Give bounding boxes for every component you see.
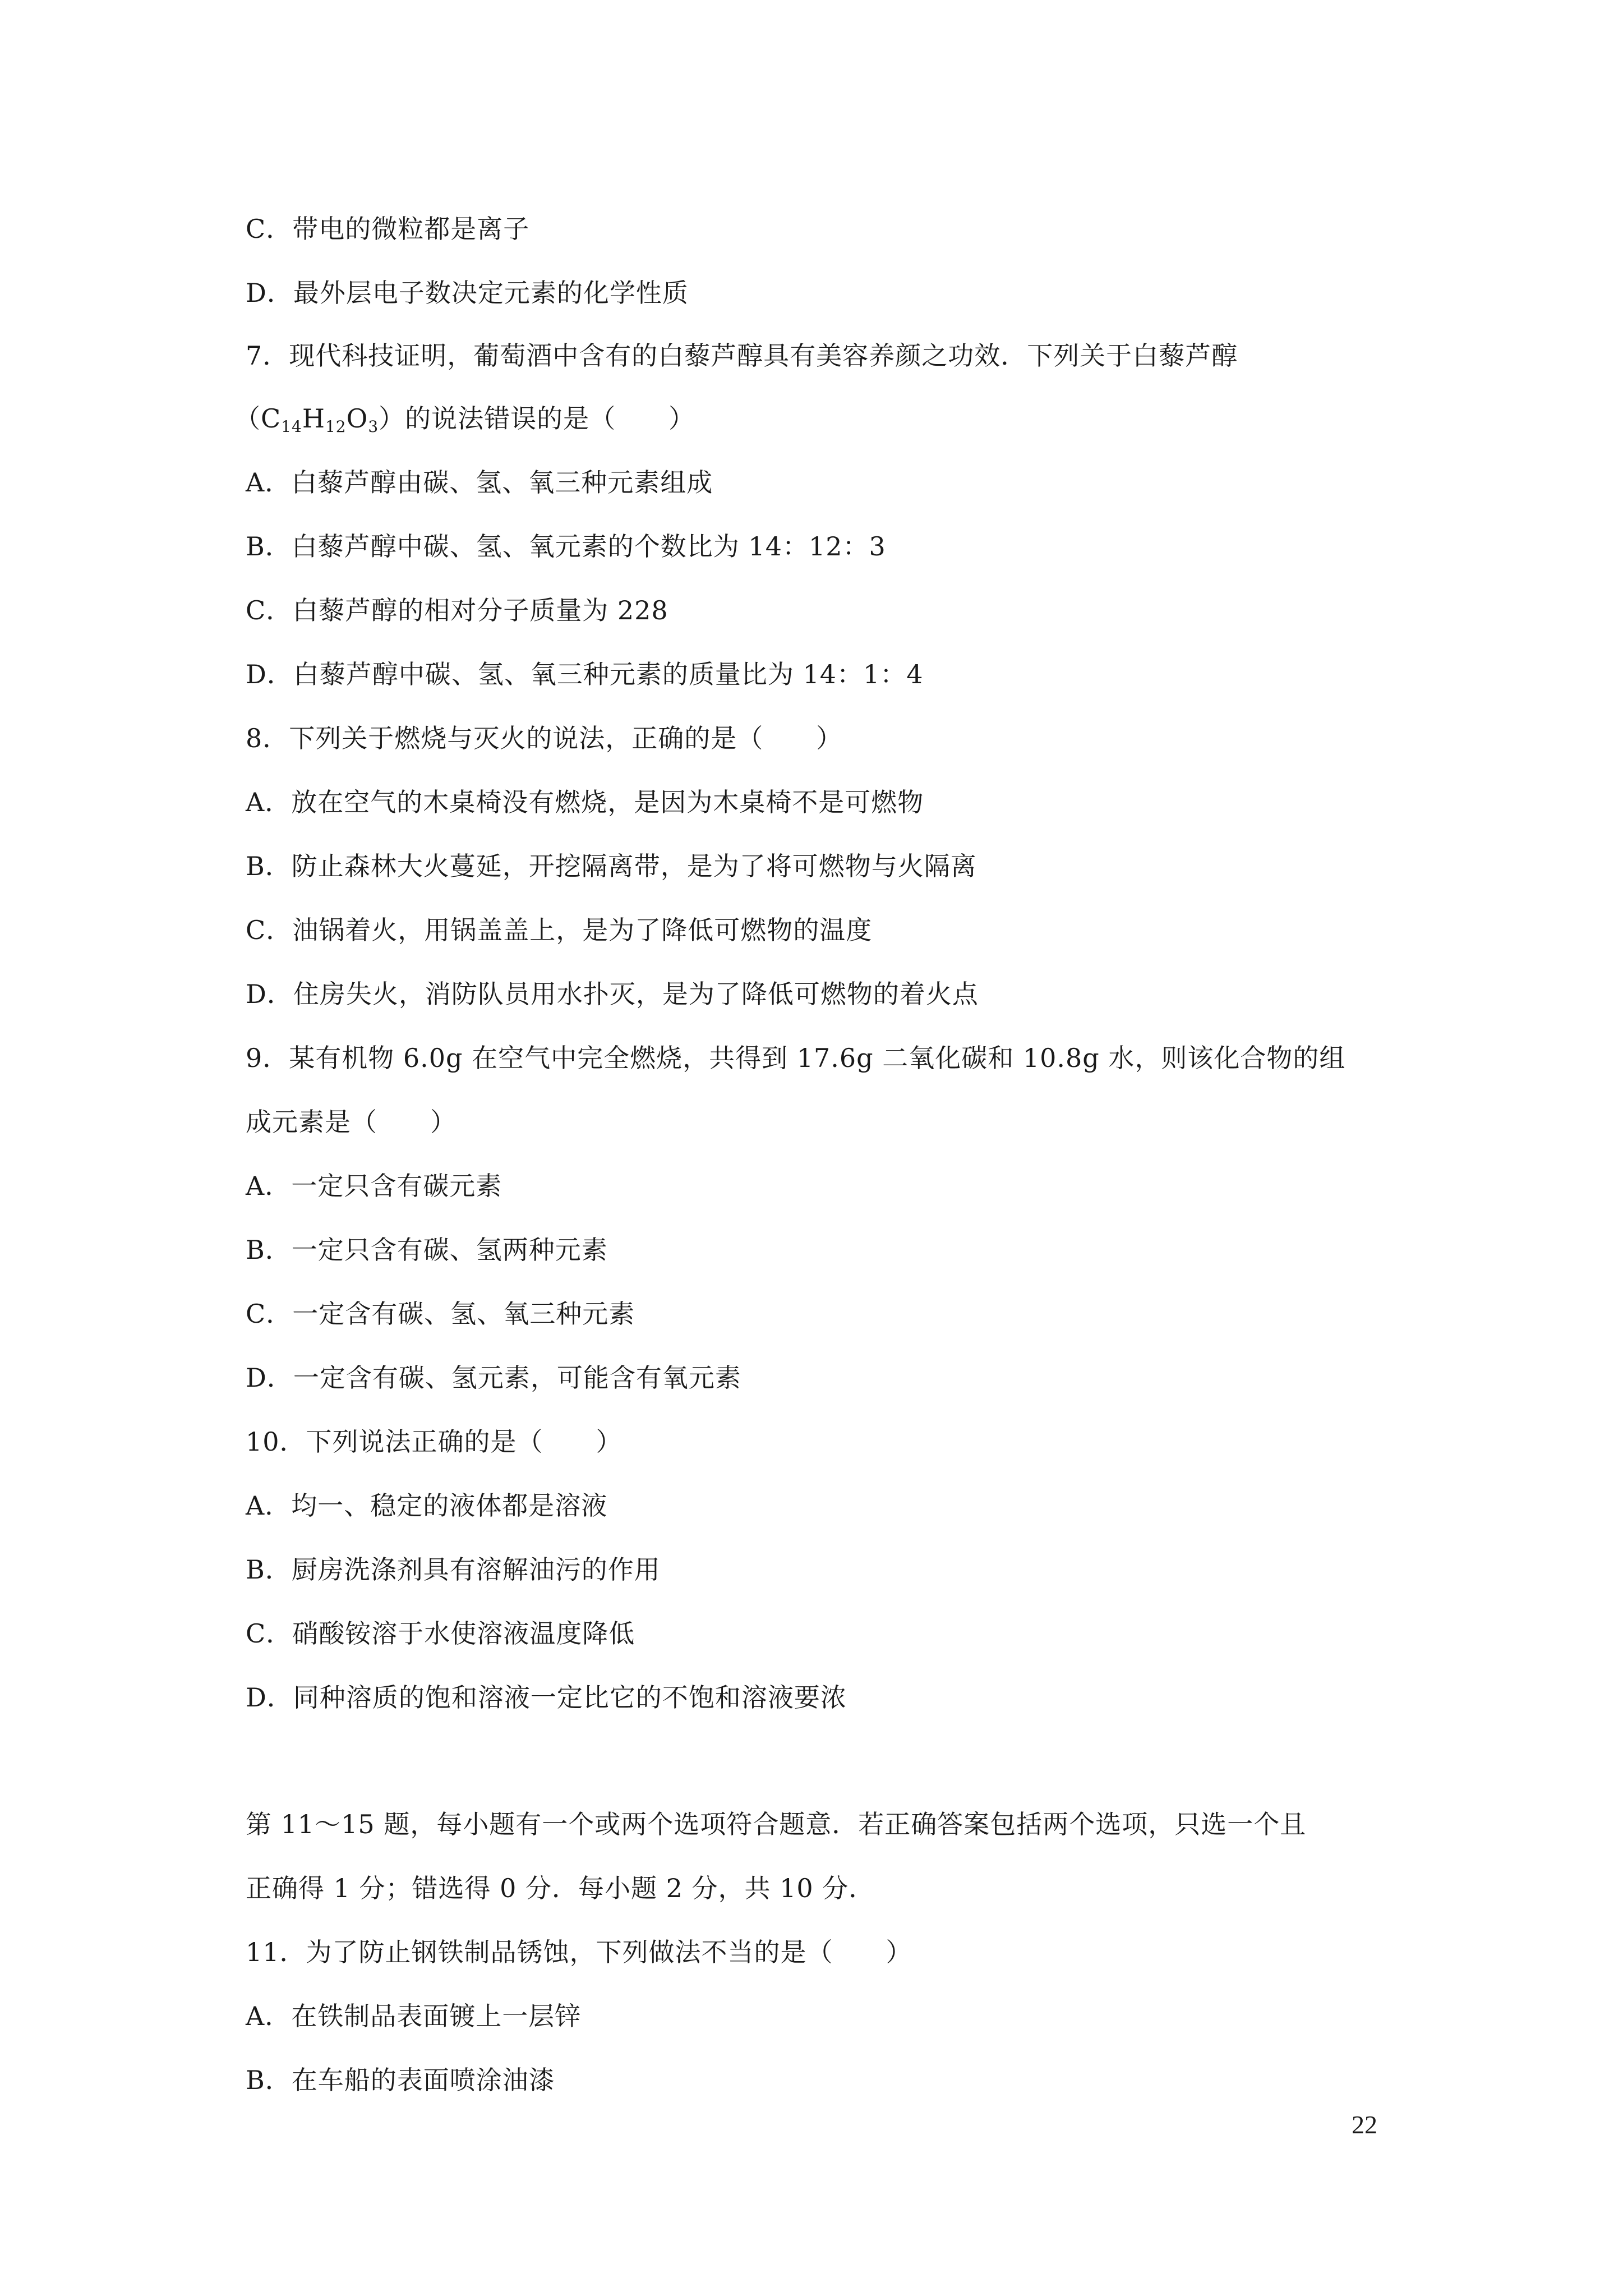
option-6d: D．最外层电子数决定元素的化学性质 bbox=[246, 278, 689, 308]
section-instructions-cont: 正确得 1 分；错选得 0 分．每小题 2 分，共 10 分． bbox=[246, 1873, 875, 1903]
option-11a: A．在铁制品表面镀上一层锌 bbox=[246, 2001, 582, 2031]
question-11-stem: 11．为了防止钢铁制品锈蚀，下列做法不当的是（ ） bbox=[246, 1937, 912, 1967]
option-9b: B．一定只含有碳、氢两种元素 bbox=[246, 1235, 608, 1265]
option-7d: D．白藜芦醇中碳、氢、氧三种元素的质量比为 14：1：4 bbox=[246, 659, 924, 689]
option-9a: A．一定只含有碳元素 bbox=[246, 1171, 502, 1201]
option-10a: A．均一、稳定的液体都是溶液 bbox=[246, 1490, 608, 1521]
option-6c: C．带电的微粒都是离子 bbox=[246, 214, 530, 244]
option-9c: C．一定含有碳、氢、氧三种元素 bbox=[246, 1299, 635, 1329]
option-8d: D．住房失火，消防队员用水扑灭，是为了降低可燃物的着火点 bbox=[246, 979, 979, 1009]
question-8-stem: 8．下列关于燃烧与灭火的说法，正确的是（ ） bbox=[246, 723, 843, 753]
option-8b: B．防止森林大火蔓延，开挖隔离带，是为了将可燃物与火隔离 bbox=[246, 851, 977, 881]
option-11b: B．在车船的表面喷涂油漆 bbox=[246, 2065, 555, 2095]
option-8c: C．油锅着火，用锅盖盖上，是为了降低可燃物的温度 bbox=[246, 915, 873, 945]
section-instructions: 第 11～15 题，每小题有一个或两个选项符合题意．若正确答案包括两个选项，只选一个且 bbox=[246, 1809, 1307, 1839]
page-number: 22 bbox=[1352, 2110, 1377, 2139]
question-10-stem: 10．下列说法正确的是（ ） bbox=[246, 1427, 623, 1457]
question-7-formula-line: $(C_{14}H_{12}O_3)$的说法错误的是（ ） bbox=[234, 403, 695, 436]
option-10b: B．厨房洗涤剂具有溶解油污的作用 bbox=[246, 1554, 661, 1585]
question-9-stem-cont: 成元素是（ ） bbox=[246, 1107, 457, 1137]
option-9d: D．一定含有碳、氢元素，可能含有氧元素 bbox=[246, 1363, 741, 1393]
option-7c: C．白藜芦醇的相对分子质量为 228 bbox=[246, 595, 668, 625]
option-7a: A．白藜芦醇由碳、氢、氧三种元素组成 bbox=[246, 467, 713, 498]
option-10c: C．硝酸铵溶于水使溶液温度降低 bbox=[246, 1618, 635, 1649]
question-9-stem: 9．某有机物 6.0g 在空气中完全燃烧，共得到 17.6g 二氧化碳和 10.8g 水，则该化合物的组 bbox=[246, 1043, 1346, 1073]
option-10d: D．同种溶质的饱和溶液一定比它的不饱和溶液要浓 bbox=[246, 1682, 847, 1713]
option-8a: A．放在空气的木桌椅没有燃烧，是因为木桌椅不是可燃物 bbox=[246, 787, 924, 817]
question-7-stem: 7．现代科技证明，葡萄酒中含有的白藜芦醇具有美容养颜之功效．下列关于白藜芦醇 bbox=[246, 341, 1238, 371]
option-7b: B．白藜芦醇中碳、氢、氧元素的个数比为 14：12：3 bbox=[246, 531, 886, 562]
